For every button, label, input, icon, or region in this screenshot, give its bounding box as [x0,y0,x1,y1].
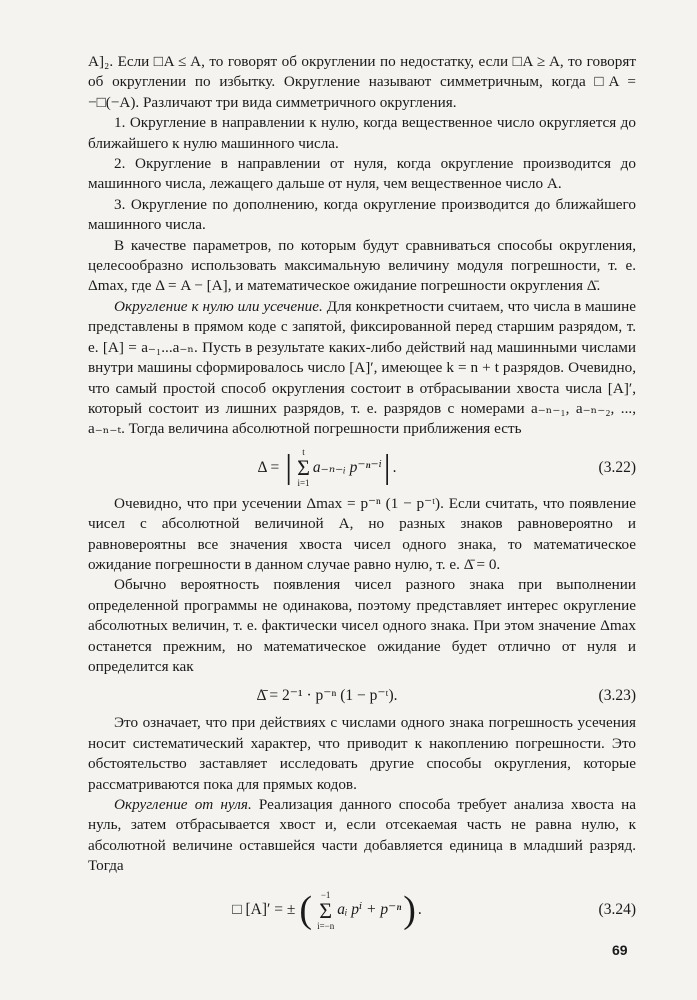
page-body [88,52,636,943]
equation-number-3-24: (3.24) [598,901,636,919]
sum-upper-limit: t [302,446,305,457]
sum-lower-limit: i=−n [317,920,335,931]
paragraph-rounding-away [88,795,636,877]
paragraph-rounding-away-text: Реализация данного способа требует анализа хвоста на нуль, затем отбрасывается хвост и, если отсекаемая часть не равна нулю, к абсолютной величине оставшейся части добавляется единица в младший разряд. Тогда [88,796,636,875]
formula-3-22-term: a₋ₙ₋ᵢ p⁻ⁿ⁻ⁱ [312,458,382,476]
paragraph-truncation-text: Для конкретности считаем, что числа в машине представлены в прямом коде с запятой, фиксированной перед старшим разрядом, т. е. [A] = a₋₁...a₋ₙ. Пусть в результате каких-либо действий над машинными числами внутри машины сформировалось число [A]′, имеющее k = n + t разрядов. Очевидно, что самый простой способ округления состоит в отбрасывании хвоста числа [A]′, который состоит из лишних разрядов, т. е. разрядов с номерами a₋ₙ₋₁, a₋ₙ₋₂, ..., a₋ₙ₋ₜ. Тогда величина абсолютной погрешности приближения есть [88,297,636,438]
paragraph-rounding-complement: 3. Округление по дополнению, когда округление производится до ближайшего машинного числа. [88,195,636,234]
paragraph-absolute-values: Обычно вероятность появления чисел разного знака при выполнении определенной программы не одинакова, поэтому представляет интерес округление абсолютных величин, т. е. фактически чисел одного знака. При этом значение Δmax останется прежним, но математическое ожидание будет отлично от нуля и определится как [88,576,636,675]
paren-right: ) [403,889,416,932]
paragraph-truncation-error: Очевидно, что при усечении Δmax = p⁻ⁿ (1 − p⁻ᵗ). Если считать, что появление чисел с абсолютной величиной A, но разных знаков равновероятно и равновероятны все значения хвоста чисел одного знака, то математическое ожидание погрешности в данном случае равно нулю, т. е. Δ̄ = 0. [88,494,636,573]
abs-bar-left: | [285,448,293,486]
section-heading-rounding-away: Округление от нуля. [114,796,252,813]
section-heading-truncation: Округление к нулю или усечение. [114,297,323,315]
sigma-glyph: Σ [297,454,310,480]
sigma-glyph: Σ [319,897,333,923]
abs-bar-right: | [383,448,391,486]
formula-3-23 [88,681,636,711]
formula-3-22: Δ = | t Σ i=1 a₋ₙ₋ᵢ p⁻ⁿ⁻ⁱ | . (3.22) [88,444,636,492]
paragraph-rounding-to-zero: 1. Округление в направлении к нулю, когда вещественное число округляется до ближайшего к нулю машинного числа. [88,114,636,152]
paragraph-intro: A]₂. Если □A ≤ A, то говорят об округлении по недостатку, если □A ≥ A, то говорят об округлении по избытку. Округление называют симметричным, когда □A = −□(−A). Различают три вида симметричного округления. [88,53,636,111]
paragraph-rounding-from-zero: 2. Округление в направлении от нуля, когда округление производится до машинного числа, лежащего дальше от нуля, чем вещественное число A. [88,155,636,193]
equation-number-3-22: (3.22) [598,458,636,476]
sum-symbol-3-22 [297,447,310,489]
formula-3-24: □ [A]′ = ± ( −1 Σ i=−n aᵢ pⁱ + p⁻ⁿ ) . (3.24) [88,881,636,941]
sum-symbol-3-24 [317,890,334,932]
page-number: 69 [612,942,628,958]
paragraph-truncation [88,297,636,440]
formula-3-22-lhs: Δ = [257,458,280,476]
paragraph-systematic-error: Это означает, что при действиях с числами одного знака погрешность усечения носит систематический характер, что приводит к накоплению погрешности. Это обстоятельство заставляет исследовать другие способы округления, которые рассматриваются пока для прямых кодов. [88,714,636,793]
sum-lower-limit: i=1 [297,477,310,488]
formula-3-23-expr: Δ̄ = 2⁻¹ · p⁻ⁿ (1 − p⁻ᵗ). [256,687,398,705]
formula-3-24-lhs: □ [A]′ = ± [232,901,296,919]
paragraph-parameters: В качестве параметров, по которым будут сравниваться способы округления, целесообразно использовать максимальную величину модуля погрешности, т. е. Δmax, где Δ = A − [A], и математическое ожидание погрешности округления Δ̄. [88,236,636,295]
sum-upper-limit: −1 [320,889,331,900]
equation-number-3-23: (3.23) [598,687,636,705]
paren-left: ( [299,889,313,932]
formula-3-24-term: aᵢ pⁱ + p⁻ⁿ [337,901,402,919]
